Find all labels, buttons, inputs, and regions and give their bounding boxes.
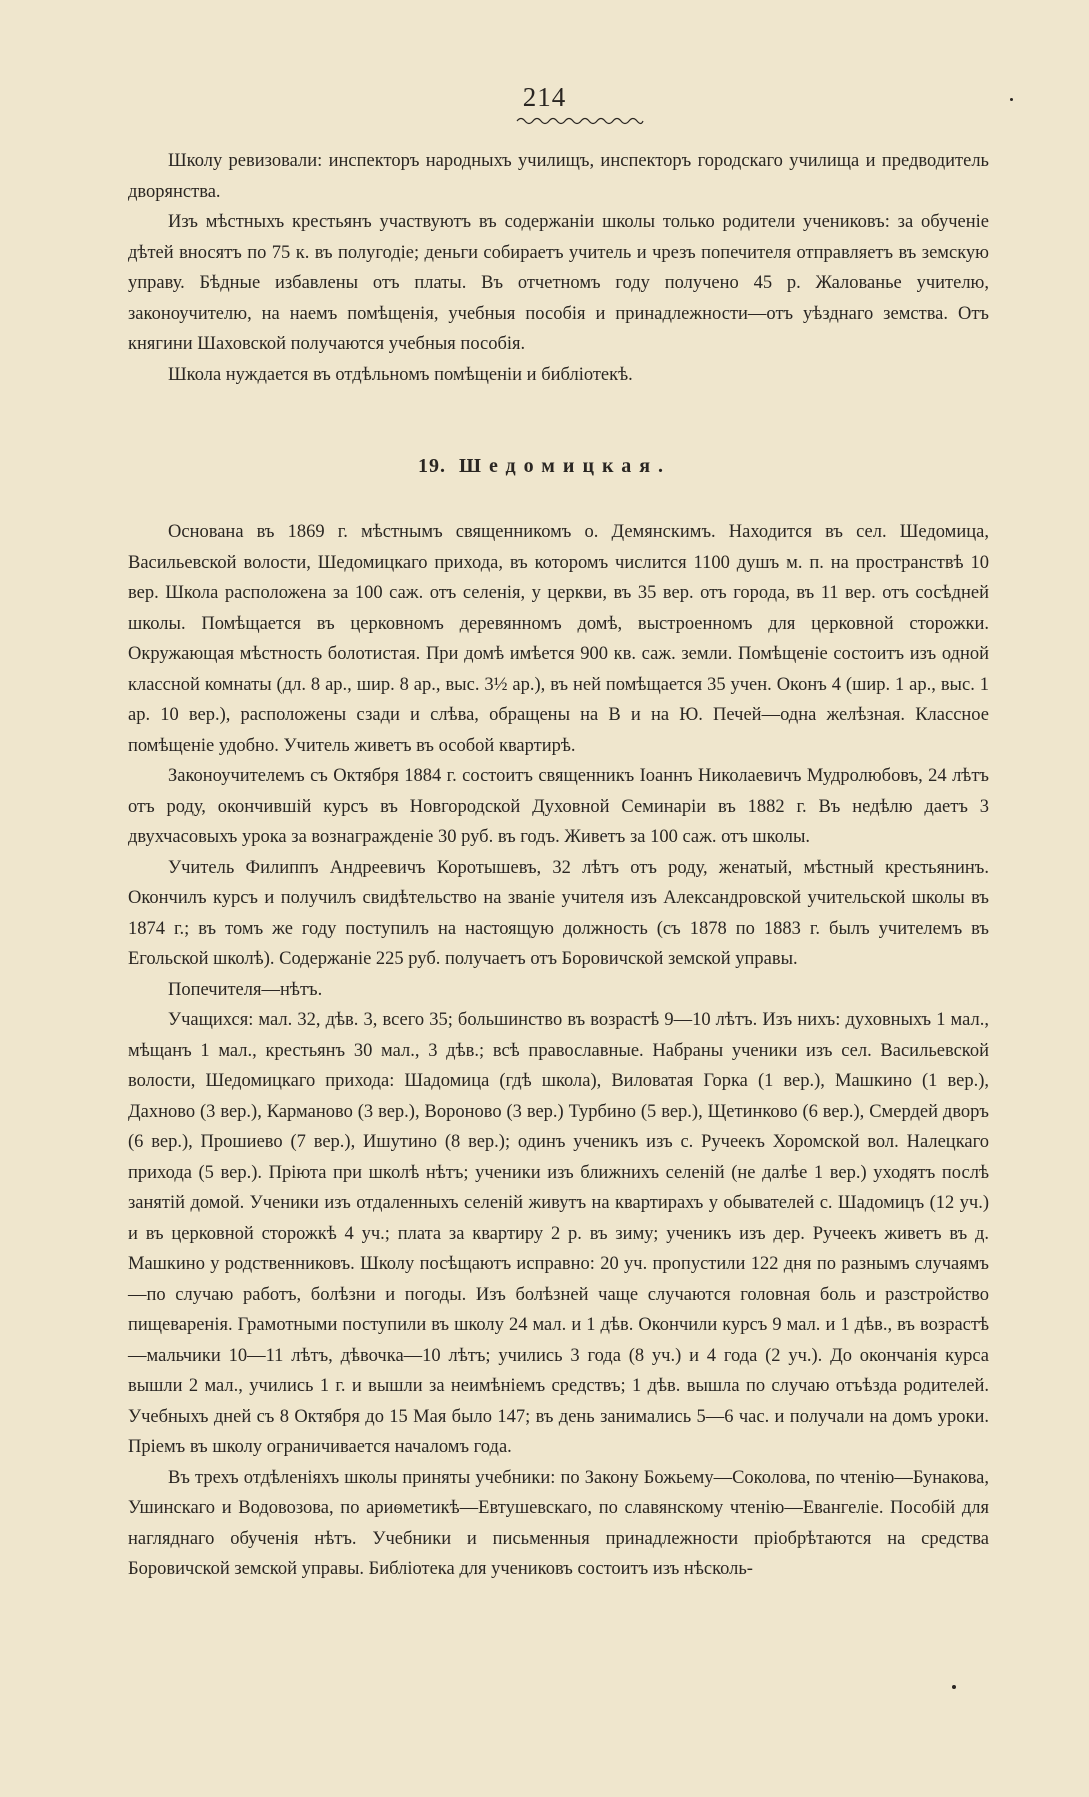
- paragraph: Въ трехъ отдѣленіяхъ школы приняты учебники: по Закону Божьему—Соколова, по чтенію—Бунакова, Ушинскаго и Водовозова, по ариѳметикѣ—Евтушевскаго, по славянскому чтенію—Евангеліе. Пособій для нагляднаго обученія нѣтъ. Учебники и письменныя принадлежности пріобрѣтаются на средства Боровичской земской управы. Библіотека для учениковъ состоитъ изъ нѣсколь-: [128, 1467, 989, 1579]
- ornament-rule: [515, 115, 645, 127]
- paragraph: Школа нуждается въ отдѣльномъ помѣщеніи и библіотекѣ.: [168, 364, 633, 385]
- section-body: [128, 517, 989, 1585]
- paragraph: Основана въ 1869 г. мѣстнымъ священникомъ о. Демянскимъ. Находится въ сел. Шедомица, Васильевской волости, Шедомицкаго прихода, въ которомъ числится 1100 душъ м. п. на пространствѣ 10 вер. Школа расположена за 100 саж. отъ селенія, у церкви, въ 35 вер. отъ города, въ 11 вер. отъ сосѣдней школы. Помѣщается въ церковномъ деревянномъ домѣ, выстроенномъ для церковной сторожки. Окружающая мѣстность болотистая. При домѣ имѣется 900 кв. саж. земли. Помѣщеніе состоитъ изъ одной классной комнаты (дл. 8 ар., шир. 8 ар., выс. 3½ ар.), въ ней помѣщается 35 учен. Оконъ 4 (шир. 1 ар., выс. 1 ар. 10 вер.), расположены сзади и слѣва, обращены на В и на Ю. Печей—одна желѣзная. Классное помѣщеніе удобно. Учитель живетъ въ особой квартирѣ.: [128, 522, 989, 756]
- paragraph: Учитель Филиппъ Андреевичъ Коротышевъ, 32 лѣтъ отъ роду, женатый, мѣстный крестьянинъ. Окончилъ курсъ и получилъ свидѣтельство на званіе учителя изъ Александровской учительской школы въ 1874 г.; въ томъ же году поступилъ на настоящую должность (съ 1878 по 1883 г. былъ учителемъ въ Егольской школѣ). Содержаніе 225 руб. получаетъ отъ Боровичской земской управы.: [128, 857, 989, 969]
- paragraph: Попечителя—нѣтъ.: [168, 979, 323, 1000]
- speck: [1010, 98, 1013, 101]
- paragraph: Изъ мѣстныхъ крестьянъ участвуютъ въ содержаніи школы только родители учениковъ: за обученіе дѣтей вносятъ по 75 к. въ полугодіе; деньги собираетъ учитель и чрезъ попечителя отправляетъ въ земскую управу. Бѣдные избавлены отъ платы. Въ отчетномъ году получено 45 р. Жалованье учителю, законоучителю, на наемъ помѣщенія, учебныя пособія и принадлежности—отъ уѣзднаго земства. Отъ княгини Шаховской получаются учебныя пособія.: [128, 212, 989, 354]
- paragraph: Учащихся: мал. 32, дѣв. 3, всего 35; большинство въ возрастѣ 9—10 лѣтъ. Изъ нихъ: духовныхъ 1 мал., мѣщанъ 1 мал., крестьянъ 30 мал., 3 дѣв.; всѣ православные. Набраны ученики изъ сел. Васильевской волости, Шедомицкаго прихода: Шадомица (гдѣ школа), Виловатая Горка (1 вер.), Машкино (1 вер.), Дахново (3 вер.), Карманово (3 вер.), Вороново (3 вер.) Турбино (5 вер.), Щетинково (6 вер.), Смердей дворъ (6 вер.), Прошиево (7 вер.), Ишутино (8 вер.); одинъ ученикъ изъ с. Ручеекъ Хоромской вол. Налецкаго прихода (5 вер.). Пріюта при школѣ нѣтъ; ученики изъ ближнихъ селеній (не далѣе 1 вер.) уходятъ послѣ занятій домой. Ученики изъ отдаленныхъ селеній живутъ на квартирахъ у обывателей с. Шадомицъ (12 уч.) и въ церковной сторожкѣ 4 уч.; плата за квартиру 2 р. въ зиму; ученикъ изъ дер. Ручеекъ живетъ въ д. Машкино у родственниковъ. Школу посѣщаютъ исправно: 20 уч. пропустили 122 дня по разнымъ случаямъ—по случаю работъ, болѣзни и погоды. Изъ болѣзней чаще случаются головная боль и разстройство пищеваренія. Грамотными поступили въ школу 24 мал. и 1 дѣв. Окончили курсъ 9 мал. и 1 дѣв., въ возрастѣ—мальчики 10—11 лѣтъ, дѣвочка—10 лѣтъ; учились 3 года (8 уч.) и 4 года (2 уч.). До окончанія курса вышли 2 мал., учились 1 г. и вышли за неимѣніемъ средствъ; 1 дѣв. вышла по случаю отъѣзда родителей. Учебныхъ дней съ 8 Октября до 15 Мая было 147; въ день занимались 5—6 час. и получали на домъ уроки. Пріемъ въ школу ограничивается началомъ года.: [128, 1010, 989, 1457]
- section-number: 19.: [417, 455, 446, 477]
- page-number: 214: [522, 82, 567, 112]
- paragraph: Законоучителемъ съ Октября 1884 г. состоитъ священникъ Іоаннъ Николаевичъ Мудролюбовъ, 24 лѣтъ отъ роду, окончившій курсъ въ Новгородской Духовной Семинаріи въ 1882 г. Въ недѣлю даетъ 3 двухчасовыхъ урока за вознагражденіе 30 руб. въ годъ. Живетъ за 100 саж. отъ школы.: [128, 766, 989, 847]
- paragraph: Школу ревизовали: инспекторъ народныхъ училищъ, инспекторъ городскаго училища и предводитель дворянства.: [128, 151, 989, 202]
- section-heading: [0, 455, 1089, 478]
- intro-text: [128, 146, 989, 390]
- section-title: Шедомицкая.: [458, 455, 672, 477]
- speck: [952, 1685, 956, 1689]
